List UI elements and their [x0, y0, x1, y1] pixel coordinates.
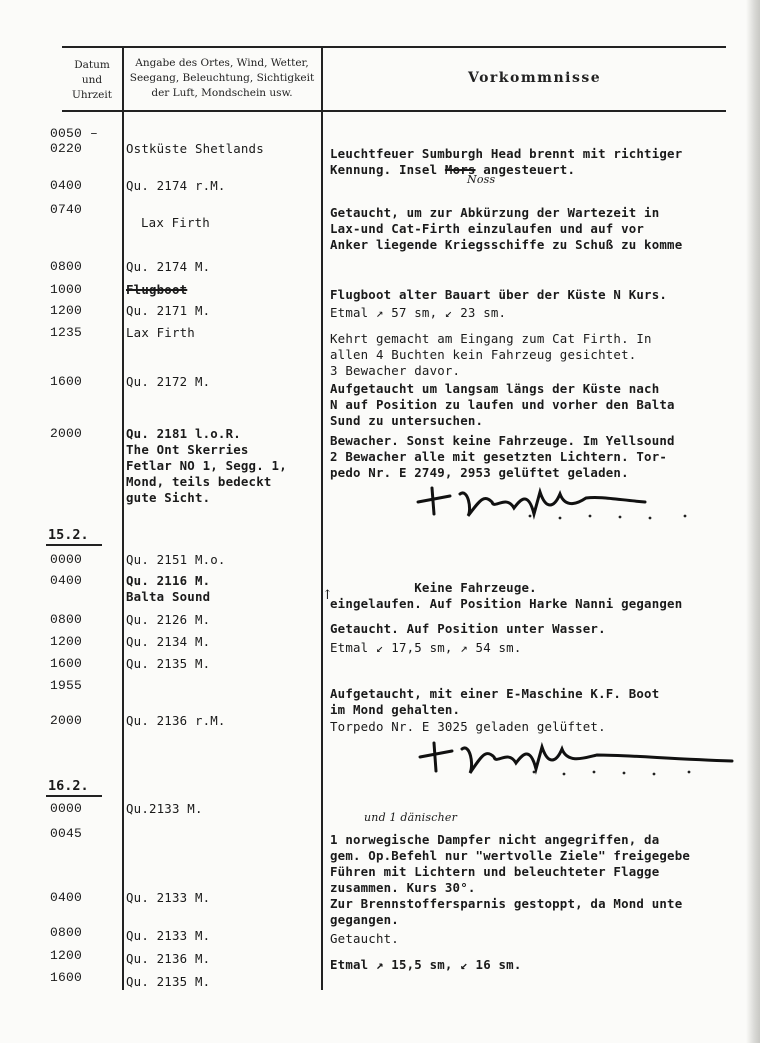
event-cell: 1 norwegische Dampfer nicht angegriffen, da gem. Op.Befehl nur "wertvolle Ziele" freigegebe Führen mit Lichtern und beleuchteter Flagge zusammen. Kurs 30°.: [330, 832, 691, 895]
insertion-mark: ↑: [322, 588, 334, 603]
struck-word: Mors: [444, 162, 476, 177]
event-cell: Keine Fahrzeuge. eingelaufen. Auf Position Harke Nanni gegangen: [330, 580, 683, 611]
event-cell: Getaucht.: [330, 931, 399, 946]
event-cell: Etmal ↗ 57 sm, ↙ 23 sm.: [330, 305, 507, 320]
event-cell: Leuchtfeuer Sumburgh Head brennt mit richtiger Kennung. Insel Mors angesteuert.: [330, 146, 683, 177]
header-col-vorkommnisse: Vorkommnisse: [468, 70, 602, 86]
place-cell: Qu. 2181 l.o.R. The Ont Skerries Fetlar NO 1, Segg. 1, Mond, teils bedeckt gute Sicht.: [126, 426, 287, 505]
event-cell: Torpedo Nr. E 3025 geladen gelüftet.: [330, 719, 606, 734]
annotation-noss: Noss: [467, 173, 496, 186]
time-cell: 0045: [50, 826, 83, 841]
time-cell: 2000: [50, 426, 83, 441]
time-cell: 1200: [50, 303, 83, 318]
event-cell: Bewacher. Sonst keine Fahrzeuge. Im Yellsound 2 Bewacher alle mit gesetzten Lichtern. Tor- pedo Nr. E 2749, 2953 gelüftet geladen.: [330, 433, 675, 480]
dotted-marks-1: [520, 506, 720, 526]
time-cell: 0800: [50, 259, 83, 274]
date-heading: 16.2.: [48, 778, 89, 794]
place-cell: Qu. 2126 M.: [126, 612, 211, 627]
event-cell: Etmal ↗ 15,5 sm, ↙ 16 sm.: [330, 957, 522, 972]
time-cell: 0800: [50, 925, 83, 940]
time-cell: 0220: [50, 141, 83, 156]
time-cell: 1200: [50, 948, 83, 963]
time-cell: 1600: [50, 374, 83, 389]
time-cell: 1600: [50, 970, 83, 985]
time-cell: 1235: [50, 325, 83, 340]
column-divider-2: [321, 46, 323, 990]
place-cell: Qu. 2151 M.o.: [126, 552, 226, 567]
time-cell: 0400: [50, 178, 83, 193]
place-cell: Qu. 2133 M.: [126, 928, 211, 943]
place-cell: Qu. 2134 M.: [126, 634, 211, 649]
time-cell: 0000: [50, 801, 83, 816]
place-cell: Qu. 2171 M.: [126, 303, 211, 318]
event-cell: Kehrt gemacht am Eingang zum Cat Firth. In allen 4 Buchten kein Fahrzeug gesichtet. 3 Bewacher davor.: [330, 331, 652, 378]
event-cell: Aufgetaucht, mit einer E-Maschine K.F. Boot im Mond gehalten.: [330, 686, 660, 717]
place-cell: Qu. 2174 M.: [126, 259, 211, 274]
place-cell: Lax Firth: [126, 325, 195, 340]
event-cell: Aufgetaucht um langsam längs der Küste nach N auf Position zu laufen und vorher den Balta Sund zu untersuchen.: [330, 381, 675, 428]
event-cell: Zur Brennstoffersparnis gestoppt, da Mond unte gegangen.: [330, 896, 683, 927]
dotted-marks-2: [524, 762, 724, 782]
place-cell: Qu. 2136 r.M.: [126, 713, 226, 728]
place-cell-struck: Flugboot: [126, 282, 188, 297]
header-col-datum: Datum und Uhrzeit: [72, 59, 112, 101]
event-cell: Flugboot alter Bauart über der Küste N Kurs.: [330, 287, 668, 302]
time-cell: 0800: [50, 612, 83, 627]
handwritten-insertion: und 1 dänischer: [364, 811, 458, 824]
time-cell: 1955: [50, 678, 83, 693]
place-cell: Qu. 2135 M.: [126, 974, 211, 989]
time-cell: 1200: [50, 634, 83, 649]
date-heading: 15.2.: [48, 527, 89, 543]
header-top-rule: [62, 46, 726, 48]
event-cell: Getaucht, um zur Abkürzung der Wartezeit in Lax-und Cat-Firth einzulaufen und auf vor Anker liegende Kriegsschiffe zu Schuß zu komme: [330, 205, 683, 252]
place-cell: Qu. 2136 M.: [126, 951, 211, 966]
time-cell: 2000: [50, 713, 83, 728]
time-cell: 0050 –: [50, 126, 99, 141]
place-cell: Qu. 2135 M.: [126, 656, 211, 671]
place-cell: Qu. 2174 r.M.: [126, 178, 226, 193]
time-cell: 0400: [50, 890, 83, 905]
time-cell: 0400: [50, 573, 83, 588]
event-cell: Getaucht. Auf Position unter Wasser.: [330, 621, 606, 636]
date-underline: [46, 544, 102, 546]
time-cell: 0000: [50, 552, 83, 567]
header-col-ort: Angabe des Ortes, Wind, Wetter, Seegang, Beleuchtung, Sichtigkeit der Luft, Mondschein usw.: [129, 57, 315, 99]
time-cell: 1000: [50, 282, 83, 297]
time-cell: 0740: [50, 202, 83, 217]
date-underline: [46, 795, 102, 797]
place-cell: Qu. 2172 M.: [126, 374, 211, 389]
time-cell: 1600: [50, 656, 83, 671]
event-cell: Etmal ↙ 17,5 sm, ↗ 54 sm.: [330, 640, 522, 655]
place-cell: Ostküste Shetlands: [126, 141, 264, 156]
place-cell: Lax Firth: [141, 215, 210, 230]
header-bottom-rule: [62, 110, 726, 112]
place-cell: Qu.2133 M.: [126, 801, 203, 816]
place-cell: Qu. 2116 M. Balta Sound: [126, 573, 211, 604]
column-divider-1: [122, 46, 124, 990]
place-cell: Qu. 2133 M.: [126, 890, 211, 905]
